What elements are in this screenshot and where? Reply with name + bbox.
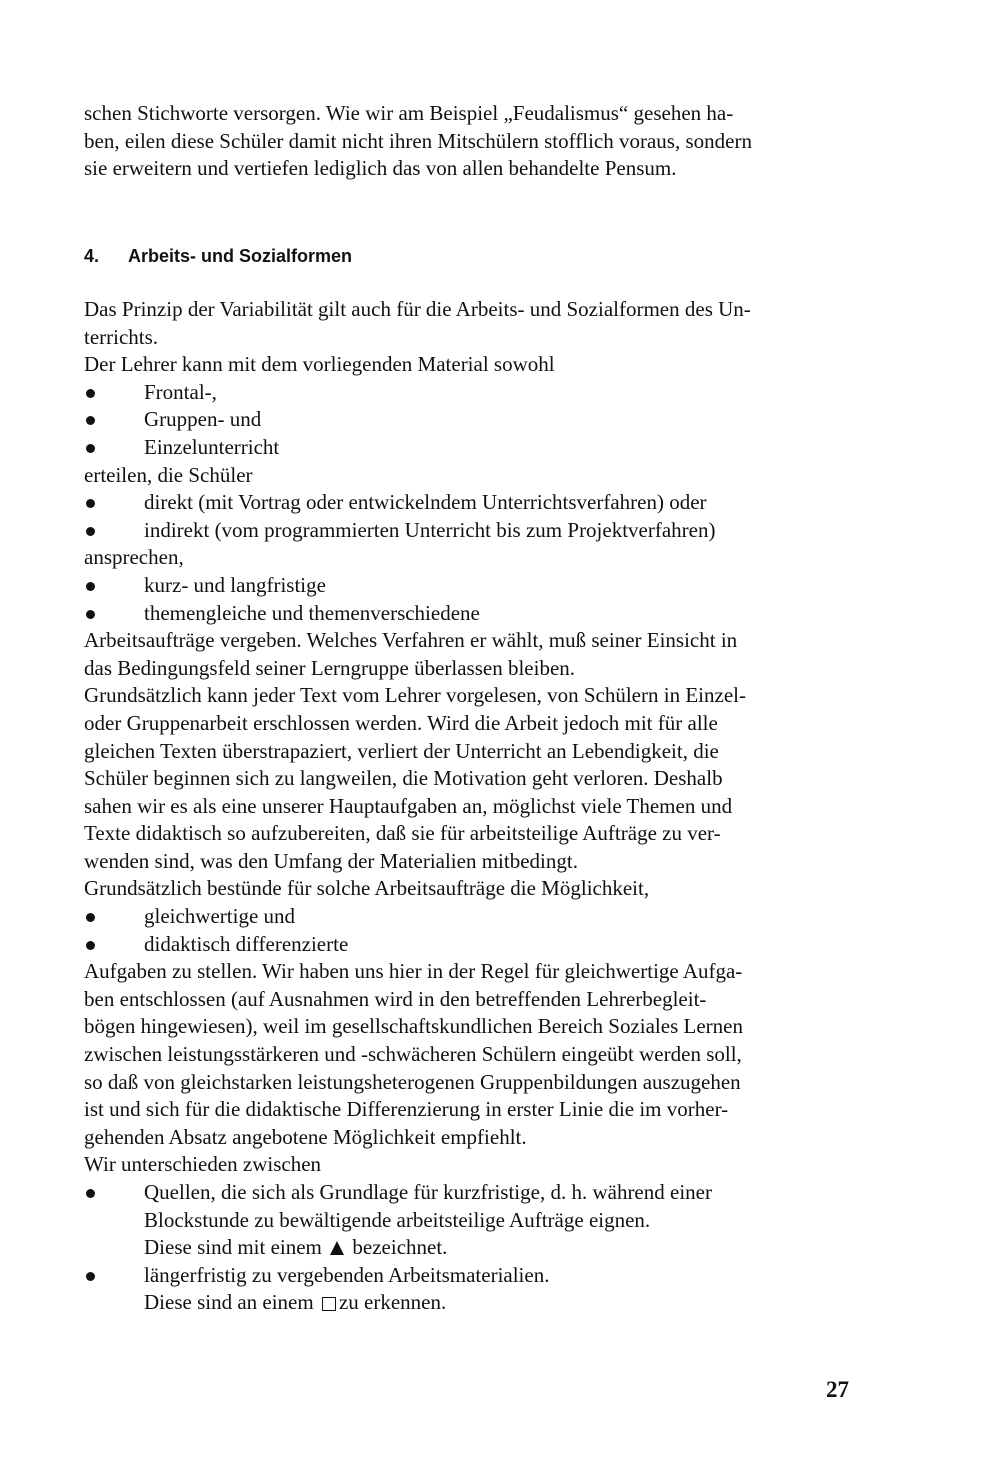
- list-item-text: themengleiche und themenverschiedene: [144, 600, 480, 625]
- text-line: Grundsätzlich bestünde für solche Arbeitsaufträge die Möglichkeit,: [84, 876, 650, 901]
- bullet-icon: [86, 499, 95, 508]
- list-item-text: direkt (mit Vortrag oder entwickelndem Unterrichtsverfahren) oder: [144, 490, 707, 515]
- bullet-icon: [86, 416, 95, 425]
- bullet-icon: [86, 582, 95, 591]
- text-line: wenden sind, was den Umfang der Materialien mitbedingt.: [84, 848, 578, 873]
- text-line: terrichts.: [84, 324, 159, 349]
- text-line: Texte didaktisch so aufzubereiten, daß sie für arbeitsteilige Aufträge zu ver-: [84, 821, 721, 846]
- list-item-text: Quellen, die sich als Grundlage für kurzfristige, d. h. während einer: [144, 1180, 712, 1204]
- list-item-text: Einzelunterricht: [144, 434, 280, 459]
- list-item: [84, 931, 874, 959]
- list-item-continuation: Diese sind mit einem bezeichnet.: [144, 1235, 448, 1260]
- text-line: Der Lehrer kann mit dem vorliegenden Material sowohl: [84, 352, 555, 377]
- list-item-continuation: Blockstunde zu bewältigende arbeitsteilige Aufträge eignen.: [144, 1207, 651, 1232]
- list-item: [84, 600, 874, 628]
- text-line: ben, eilen diese Schüler damit nicht ihren Mitschülern stofflich voraus, sondern: [84, 128, 752, 153]
- list-item: [84, 434, 874, 462]
- triangle-icon: [330, 1241, 344, 1255]
- text-line: gehenden Absatz angebotene Möglichkeit empfiehlt.: [84, 1124, 527, 1149]
- text-line: das Bedingungsfeld seiner Lerngruppe überlassen bleiben.: [84, 655, 576, 680]
- list-item-text: kurz- und langfristige: [144, 572, 326, 597]
- text-line: oder Gruppenarbeit erschlossen werden. Wird die Arbeit jedoch mit für alle: [84, 710, 718, 735]
- section-number: 4.: [84, 246, 100, 266]
- text-line: sie erweitern und vertiefen lediglich das von allen behandelte Pensum.: [84, 156, 677, 181]
- list-item-text: didaktisch differenzierte: [144, 931, 349, 956]
- bullet-icon: [86, 941, 95, 950]
- section-body: [84, 296, 874, 1317]
- text-line: bögen hingewiesen), weil im gesellschaftskundlichen Bereich Soziales Lernen: [84, 1014, 743, 1039]
- text-line: ansprechen,: [84, 545, 184, 570]
- text-line: sahen wir es als eine unserer Hauptaufgaben an, möglichst viele Themen und: [84, 793, 733, 818]
- text-line: so daß von gleichstarken leistungsheterogenen Gruppenbildungen auszugehen: [84, 1069, 741, 1094]
- list-item-text: gleichwertige und: [144, 904, 296, 929]
- text-line: Grundsätzlich kann jeder Text vom Lehrer vorgelesen, von Schülern in Einzel-: [84, 683, 746, 708]
- list-item: [84, 517, 874, 545]
- bullet-icon: [86, 913, 95, 922]
- list-item-text: Gruppen- und: [144, 407, 262, 432]
- bullet-icon: [86, 610, 95, 619]
- square-icon: [322, 1297, 336, 1311]
- list-item-text: längerfristig zu vergebenden Arbeitsmaterialien.: [144, 1262, 550, 1287]
- bullet-icon: [86, 444, 95, 453]
- list-item: [84, 379, 874, 407]
- list-item: [84, 903, 874, 931]
- list-item: [84, 406, 874, 434]
- text-line: Schüler beginnen sich zu langweilen, die Motivation geht verloren. Deshalb: [84, 766, 723, 791]
- bullet-icon: [86, 389, 95, 398]
- list-item-text: indirekt (vom programmierten Unterricht bis zum Projektverfahren): [144, 517, 716, 542]
- list-item: [84, 489, 874, 517]
- section-title: Arbeits- und Sozialformen: [128, 246, 353, 266]
- bullet-icon: [86, 1272, 95, 1281]
- text-line: ben entschlossen (auf Ausnahmen wird in den betreffenden Lehrerbegleit-: [84, 986, 707, 1011]
- text-line: gleichen Texten überstrapaziert, verliert der Unterricht an Lebendigkeit, die: [84, 738, 719, 763]
- page-number: 27: [826, 1377, 849, 1402]
- text-line: Aufgaben zu stellen. Wir haben uns hier in der Regel für gleichwertige Aufga-: [84, 959, 743, 984]
- list-item-continuation: Diese sind an einem zu erkennen.: [144, 1290, 447, 1315]
- list-item: [84, 1262, 874, 1290]
- list-item-text: Frontal-,: [144, 379, 217, 404]
- bullet-icon: [86, 1189, 95, 1198]
- section-heading: [84, 242, 352, 270]
- bullet-icon: [86, 527, 95, 536]
- intro-paragraph: [84, 100, 874, 183]
- text-line: schen Stichworte versorgen. Wie wir am Beispiel „Feudalismus“ gesehen ha-: [84, 101, 734, 125]
- text-line: Das Prinzip der Variabilität gilt auch für die Arbeits- und Sozialformen des Un-: [84, 297, 751, 321]
- text-line: Arbeitsaufträge vergeben. Welches Verfahren er wählt, muß seiner Einsicht in: [84, 628, 738, 653]
- text-line: Wir unterschieden zwischen: [84, 1152, 322, 1177]
- text-line: ist und sich für die didaktische Differenzierung in erster Linie die im vorher-: [84, 1097, 729, 1122]
- text-line: erteilen, die Schüler: [84, 462, 253, 487]
- text-line: zwischen leistungsstärkeren und -schwächeren Schülern eingeübt werden soll,: [84, 1042, 742, 1067]
- list-item: [84, 1179, 874, 1207]
- list-item: [84, 572, 874, 600]
